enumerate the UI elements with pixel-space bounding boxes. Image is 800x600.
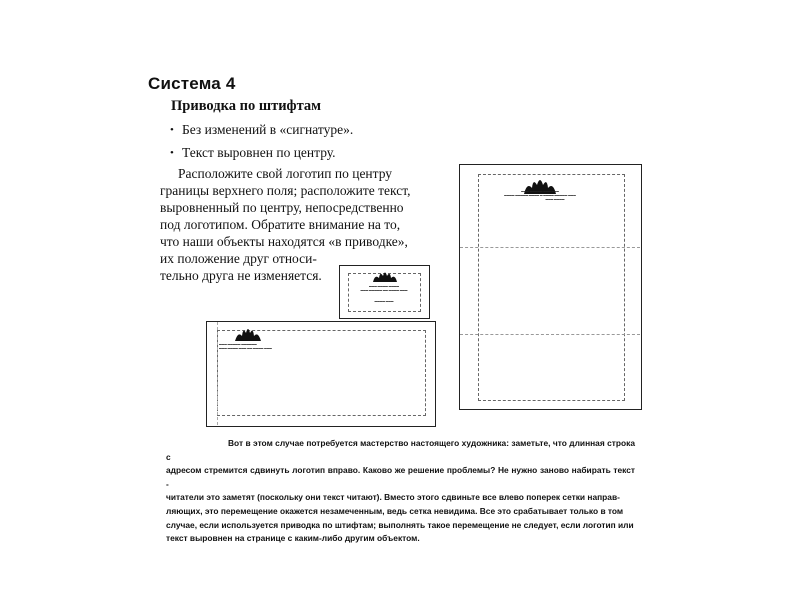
paragraph-line: Расположите свой логотип по центру	[178, 166, 393, 181]
bullet-dot-icon: •	[170, 147, 174, 159]
caption-line: случае, если используется приводка по штифтам; выполнять такое перемещение не следует, если логотип или	[166, 519, 634, 530]
letterhead-illustration	[459, 164, 642, 410]
paragraph-line: что наши объекты находятся «в приводке»,	[160, 234, 408, 249]
bullet-item	[170, 122, 353, 138]
paragraph-line: под логотипом. Обратите внимание на то,	[160, 217, 401, 232]
card-phone-line: ▬▬▬▬ ▬▬▬	[374, 300, 394, 303]
card-address-line: ▬▬▬ ▬▬▬▬▬ ▬▬ ▬▬▬▬ ▬▬▬	[360, 289, 408, 292]
paragraph-line: выровненный по центру, непосредственно	[160, 200, 404, 215]
envelope-address-line: ▬▬▬ ▬▬▬▬ ▬▬▬ ▬▬ ▬▬▬▬ ▬▬▬	[219, 347, 272, 350]
paragraph-line: границы верхнего поля; расположите текст,	[160, 183, 411, 198]
caption-line: адресом стремится сдвинуть логотип вправо. Каково же решение проблемы? Не нужно заново набирать текст -	[166, 465, 635, 489]
paragraph-line: тельно друга не изменяется.	[160, 268, 322, 283]
bullet-item	[170, 145, 336, 161]
card-name-line: ▬▬▬ ▬▬▬▬ ▬▬▬▬	[369, 285, 399, 288]
letterhead-phone-line: ▬▬▬ ▬▬▬▬	[545, 198, 565, 201]
bullet-text: Текст выровнен по центру.	[182, 145, 336, 160]
body-paragraph-wrap	[160, 250, 336, 284]
envelope-illustration	[206, 321, 436, 427]
lotus-logo-icon	[371, 269, 399, 283]
bullet-text: Без изменений в «сигнатуре».	[182, 122, 354, 137]
fold-guide-line	[460, 247, 640, 248]
caption-line: текст выровнен на странице с каким-либо другим объектом.	[166, 533, 420, 544]
caption-paragraph	[166, 437, 635, 546]
section-heading: Система 4	[148, 74, 236, 93]
letterhead-name-line: ▬▬▬ ▬▬▬▬▬ ▬▬▬▬▬▬	[521, 190, 559, 193]
bullet-dot-icon: •	[170, 124, 174, 136]
section-subheading: Приводка по штифтам	[171, 98, 322, 114]
paragraph-line: их положение друг относи-	[160, 251, 317, 266]
lotus-logo-icon	[233, 325, 263, 342]
caption-line: ляющих, это перемещение окажется незамеченным, ведь сетка невидима. Все это срабатывает только в том	[166, 505, 624, 516]
alignment-guide-line	[217, 322, 218, 425]
letterhead-address-line: ▬▬▬▬ ▬▬▬▬▬ ▬▬▬▬ ▬ ▬▬▬▬ ▬▬▬▬▬ ▬▬▬	[504, 194, 576, 197]
business-card-illustration	[339, 265, 430, 319]
body-paragraph	[160, 165, 430, 250]
fold-guide-line	[460, 334, 640, 335]
caption-line: читатели это заметят (поскольку они текст читают). Вместо этого сдвиньте все влево поперек сетки направ-	[166, 492, 620, 503]
envelope-name-line: ▬▬▬ ▬▬▬▬▬ ▬▬▬▬▬▬	[219, 343, 257, 346]
caption-line: Вот в этом случае потребуется мастерство настоящего художника: заметьте, что длинная строка с	[166, 438, 635, 462]
letterhead-guide-frame	[478, 174, 625, 401]
